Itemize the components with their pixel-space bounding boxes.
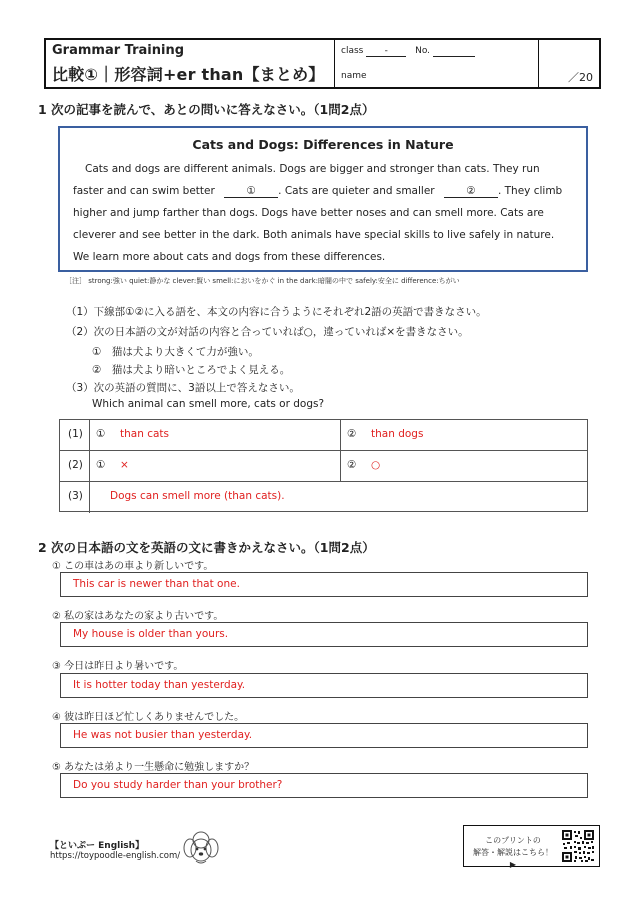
row-label-1: (1)	[68, 428, 83, 440]
class-number-line	[341, 46, 475, 57]
question-2-item-1: ① 猫は犬より大きくて力が強い。	[92, 346, 259, 358]
number-field[interactable]	[433, 46, 475, 57]
row1-marker-1: ①	[96, 428, 106, 440]
name-label: name	[341, 71, 367, 81]
section2-heading: 2 次の日本語の文を英語の文に書きかえなさい。（1問2点）	[38, 540, 375, 555]
section1-heading: 1 次の記事を読んで、あとの問いに答えなさい。（1問2点）	[38, 102, 375, 117]
row1-marker-2: ②	[347, 428, 357, 440]
worksheet-header	[44, 38, 601, 89]
poodle-icon	[180, 828, 222, 866]
question-2-item-2: ② 猫は犬より暗いところでよく見える。	[92, 364, 291, 376]
class-field[interactable]	[366, 46, 406, 57]
s2-answer-4: He was not busier than yesterday.	[73, 729, 253, 741]
qr-caption-2: 解答・解説はこちら！▶	[473, 848, 553, 869]
no-label: No.	[415, 46, 431, 56]
s2-item-5-jp: ⑤ あなたは弟より一生懸命に勉強しますか？	[52, 762, 255, 773]
answer-2-1: ×	[120, 459, 129, 471]
s2-answer-box-2	[60, 622, 588, 647]
blank-2: ②	[444, 185, 498, 198]
s2-item-3-jp: ③ 今日は昨日より暑いです。	[52, 661, 184, 672]
question-3-english: Which animal can smell more, cats or dogs?	[92, 398, 325, 410]
answer-table	[59, 419, 588, 512]
passage-line-4: cleverer and see better in the dark. Both animals have special skills to live safely in nature.	[73, 229, 555, 241]
answer-link-text	[472, 835, 554, 871]
student-info-cell	[335, 40, 539, 87]
passage-line-2a: faster and can swim better	[73, 185, 215, 197]
passage-box	[58, 126, 588, 272]
passage-line-2c: . They climb	[497, 185, 563, 197]
row2-marker-1: ①	[96, 459, 106, 471]
answer-link-box[interactable]	[463, 825, 600, 867]
site-url[interactable]: https://toypoodle-english.com/	[50, 851, 181, 861]
passage-line-1: Cats and dogs are different animals. Dogs are bigger and stronger than cats. They run	[85, 163, 540, 175]
title-japanese: 比較①｜形容詞+er than【まとめ】	[52, 65, 325, 84]
title-english: Grammar Training	[52, 43, 185, 58]
qr-code-icon[interactable]	[561, 829, 595, 863]
answer-3: Dogs can smell more (than cats).	[110, 490, 285, 502]
passage-line-2b: . Cats are quieter and smaller	[278, 185, 435, 197]
row-label-2: (2)	[68, 459, 83, 471]
s2-answer-box-1	[60, 572, 588, 597]
row-label-3: (3)	[68, 490, 83, 502]
s2-item-4-jp: ④ 彼は昨日ほど忙しくありませんでした。	[52, 712, 245, 723]
blank-1: ①	[224, 185, 278, 198]
score-cell	[539, 40, 599, 87]
class-dash: -	[384, 46, 388, 56]
s2-answer-box-4	[60, 723, 588, 748]
table-col-divider	[340, 420, 341, 481]
score-total: ／20	[568, 71, 593, 84]
question-1: （1）下線部①②に入る語を、本文の内容に合うようにそれぞれ2語の英語で書きなさい。	[66, 306, 487, 318]
s2-item-1-jp: ① この車はあの車より新しいです。	[52, 561, 214, 572]
question-2: （2）次の日本語の文が対話の内容と合っていれば○，違っていれば×を書きなさい。	[66, 326, 469, 338]
s2-answer-box-5	[60, 773, 588, 798]
class-label: class	[341, 46, 364, 56]
passage-line-5: We learn more about cats and dogs from these differences.	[73, 251, 386, 263]
passage-title: Cats and Dogs: Differences in Nature	[192, 137, 454, 152]
qr-caption-1: このプリントの	[485, 836, 541, 845]
answer-1-1: than cats	[120, 428, 169, 440]
row2-marker-2: ②	[347, 459, 357, 471]
table-row-divider	[60, 450, 587, 451]
passage-line-3: higher and jump farther than dogs. Dogs have better noses and can smell more. Cats are	[73, 207, 544, 219]
question-3: （3）次の英語の質問に、3語以上で答えなさい。	[66, 382, 300, 394]
s2-answer-3: It is hotter today than yesterday.	[73, 679, 246, 691]
table-row-divider	[60, 481, 587, 482]
answer-1-2: than dogs	[371, 428, 424, 440]
title-cell	[46, 40, 335, 87]
s2-item-2-jp: ② 私の家はあなたの家より古いです。	[52, 611, 224, 622]
brand-logo: 【といぷー English】	[50, 841, 145, 851]
table-col-divider	[89, 420, 90, 513]
s2-answer-1: This car is newer than that one.	[73, 578, 240, 590]
s2-answer-5: Do you study harder than your brother?	[73, 779, 283, 791]
passage-line-2	[73, 185, 562, 198]
vocabulary-note: ［注］ strong:強い quiet:静かな clever:賢い smell:においをかぐ in the dark:暗闇の中で safely:安全に difference:ちがい	[65, 277, 460, 285]
s2-answer-box-3	[60, 673, 588, 698]
answer-2-2: ○	[371, 459, 381, 471]
s2-answer-2: My house is older than yours.	[73, 628, 229, 640]
